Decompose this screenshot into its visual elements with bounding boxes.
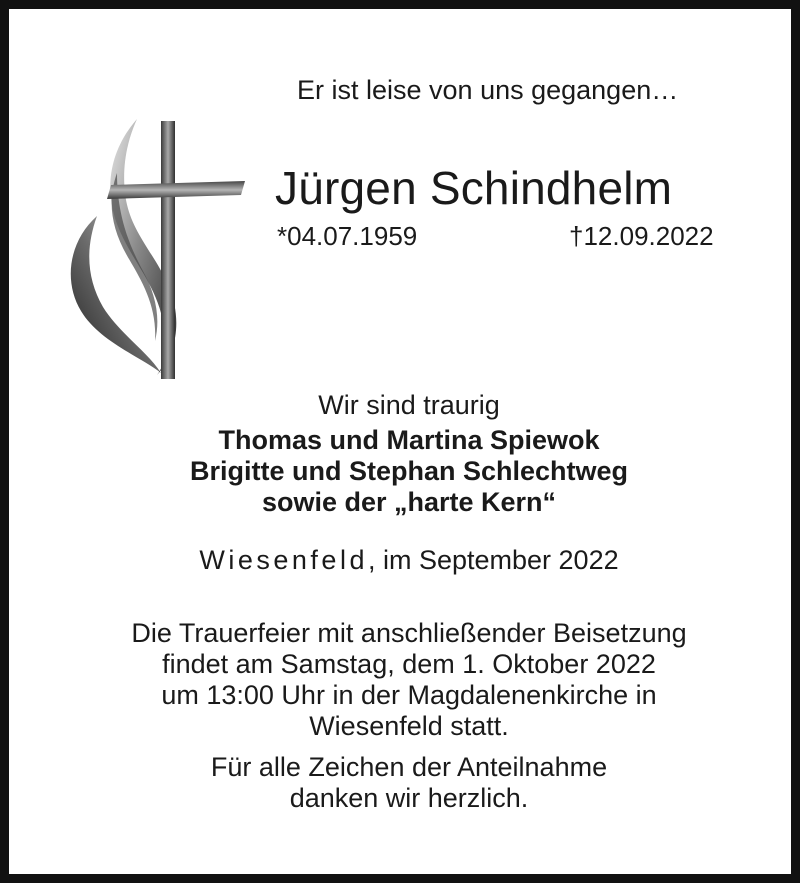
place-name: Wiesenfeld	[199, 545, 368, 575]
ceremony-line: Die Trauerfeier mit anschließender Beisetzung	[131, 618, 687, 648]
mourner-line: Brigitte und Stephan Schlechtweg	[189, 456, 629, 486]
birth-date: *04.07.1959	[277, 221, 418, 251]
date-text: , im September 2022	[367, 545, 619, 575]
mourner-line: sowie der „harte Kern“	[261, 487, 557, 517]
death-date: †12.09.2022	[569, 221, 714, 251]
ceremony-line: findet am Samstag, dem 1. Oktober 2022	[162, 649, 656, 679]
mourner-line: Thomas und Martina Spiewok	[218, 425, 600, 455]
intro-line: Er ist leise von uns gegangen…	[297, 75, 679, 105]
mourning-statement: Wir sind traurig	[318, 390, 500, 420]
ceremony-line: Wiesenfeld statt.	[309, 711, 509, 741]
place-date-line	[9, 545, 800, 576]
thanks-line: danken wir herzlich.	[289, 783, 529, 813]
ceremony-line: um 13:00 Uhr in der Magdalenenkirche in	[161, 680, 657, 710]
thanks-line: Für alle Zeichen der Anteilnahme	[210, 752, 608, 782]
deceased-name: Jürgen Schindhelm	[275, 162, 673, 214]
cross-and-flame-icon	[59, 111, 259, 381]
